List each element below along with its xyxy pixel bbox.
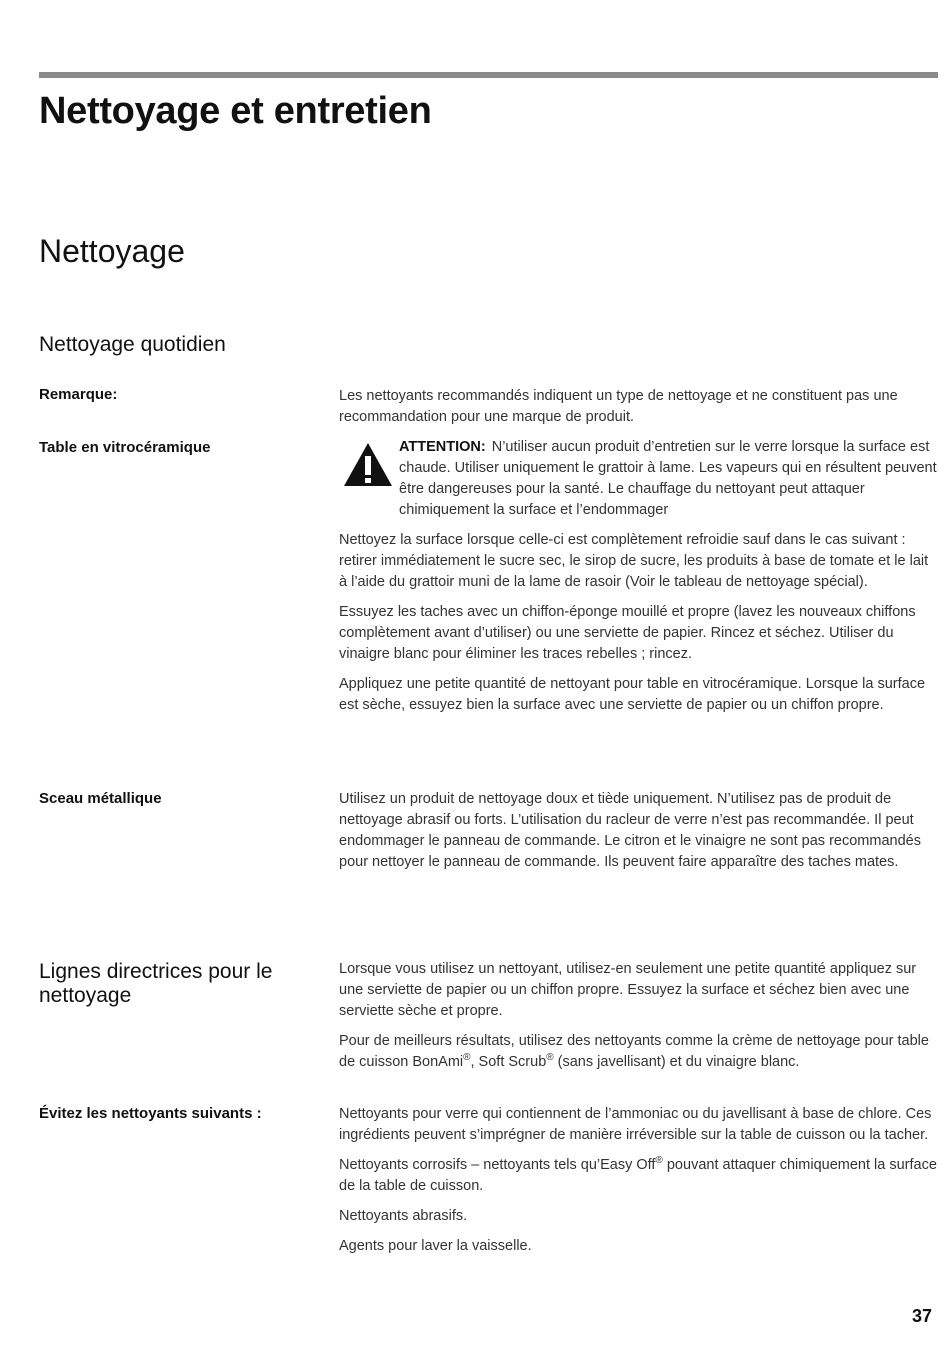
sceau-label: Sceau métallique <box>39 790 162 807</box>
remarque-text <box>339 386 939 437</box>
registered-mark: ® <box>546 1052 554 1064</box>
lignes-title: Lignes directrices pour le nettoyage <box>39 960 273 1007</box>
evitez-paragraph-4: Agents pour laver la vaisselle. <box>339 1238 532 1254</box>
vitro-text <box>339 530 939 725</box>
evitez-text <box>339 1104 939 1266</box>
vitro-paragraph-1: Nettoyez la surface lorsque celle-ci est complètement refroidie sauf dans le cas suivant : retirer immédiatement le sucre sec, le sirop de sucre, les produits à base de tomate et le lait à l’aide du grattoir muni de la lame de rasoir (Voir le tableau de nettoyage spécial). <box>339 532 929 590</box>
remarque-paragraph: Les nettoyants recommandés indiquent un type de nettoyage et ne constituent pas une recommandation pour une marque de produit. <box>339 388 898 425</box>
evitez-paragraph-3: Nettoyants abrasifs. <box>339 1208 468 1224</box>
sceau-paragraph: Utilisez un produit de nettoyage doux et tiède uniquement. N’utilisez pas de produit de nettoyage abrasif ou forts. L’utilisation du racleur de verre n’est pas recommandée. Il peut endommager le panneau de commande. Le citron et le vinaigre ne sont pas recommandés pour nettoyer le panneau de commande. Ils peuvent faire apparaître des taches mates. <box>339 791 921 870</box>
vitro-label: Table en vitrocéramique <box>39 439 211 456</box>
warning-triangle-icon <box>343 442 393 487</box>
lignes-p2-part-c: (sans javellisant) et du vinaigre blanc. <box>553 1054 800 1070</box>
evitez-p2-part-a: Nettoyants corrosifs – nettoyants tels qu’Easy Off <box>339 1157 656 1173</box>
vitro-paragraph-2: Essuyez les taches avec un chiffon-éponge mouillé et propre (lavez les nouveaux chiffons complètement avant d’utiliser) ou une serviette de papier. Rincez et séchez. Utiliser du vinaigre blanc pour éliminer les traces rebelles ; rincez. <box>339 604 916 662</box>
top-rule <box>39 72 938 78</box>
attention-label: ATTENTION: <box>399 439 486 455</box>
evitez-paragraph-1: Nettoyants pour verre qui contiennent de l’ammoniac ou du javellisant à base de chlore. Ces ingrédients peuvent s’imprégner de manière irréversible sur la table de cuisson ou la tacher. <box>339 1106 932 1143</box>
attention-block <box>339 437 939 521</box>
lignes-text <box>339 959 939 1082</box>
section-title: Nettoyage <box>39 233 185 269</box>
subsection-title: Nettoyage quotidien <box>39 333 226 356</box>
remarque-label: Remarque: <box>39 386 118 403</box>
lignes-paragraph-2 <box>339 1031 939 1073</box>
page-title: Nettoyage et entretien <box>39 90 432 132</box>
registered-mark: ® <box>463 1052 471 1064</box>
page-number: 37 <box>912 1306 933 1326</box>
sceau-text <box>339 789 939 882</box>
vitro-paragraph-3: Appliquez une petite quantité de nettoyant pour table en vitrocéramique. Lorsque la surface est sèche, essuyez bien la surface avec une serviette de papier ou un chiffon propre. <box>339 676 926 713</box>
evitez-p2-part-b: pouvant attaquer chimiquement la surface de la table de cuisson. <box>339 1157 937 1194</box>
attention-text-block <box>399 437 939 521</box>
evitez-label: Évitez les nettoyants suivants : <box>39 1105 262 1122</box>
evitez-paragraph-2 <box>339 1155 939 1197</box>
lignes-paragraph-1: Lorsque vous utilisez un nettoyant, utilisez-en seulement une petite quantité appliquez sur une serviette de papier ou un chiffon propre. Essuyez la surface et séchez bien avec une serviette sèche et propre. <box>339 961 917 1019</box>
registered-mark: ® <box>655 1155 663 1167</box>
lignes-p2-part-b: , Soft Scrub <box>470 1054 547 1070</box>
attention-text: N’utiliser aucun produit d’entretien sur le verre lorsque la surface est chaude. Utiliser uniquement le grattoir à lame. Les vapeurs qui en résultent peuvent être dangereuses pour la santé. Le chauffage du nettoyant peut attaquer chimiquement la surface et l’endommager <box>399 439 937 518</box>
lignes-p2-part-a: Pour de meilleurs résultats, utilisez des nettoyants comme la crème de nettoyage pour table de cuisson BonAmi <box>339 1033 929 1070</box>
